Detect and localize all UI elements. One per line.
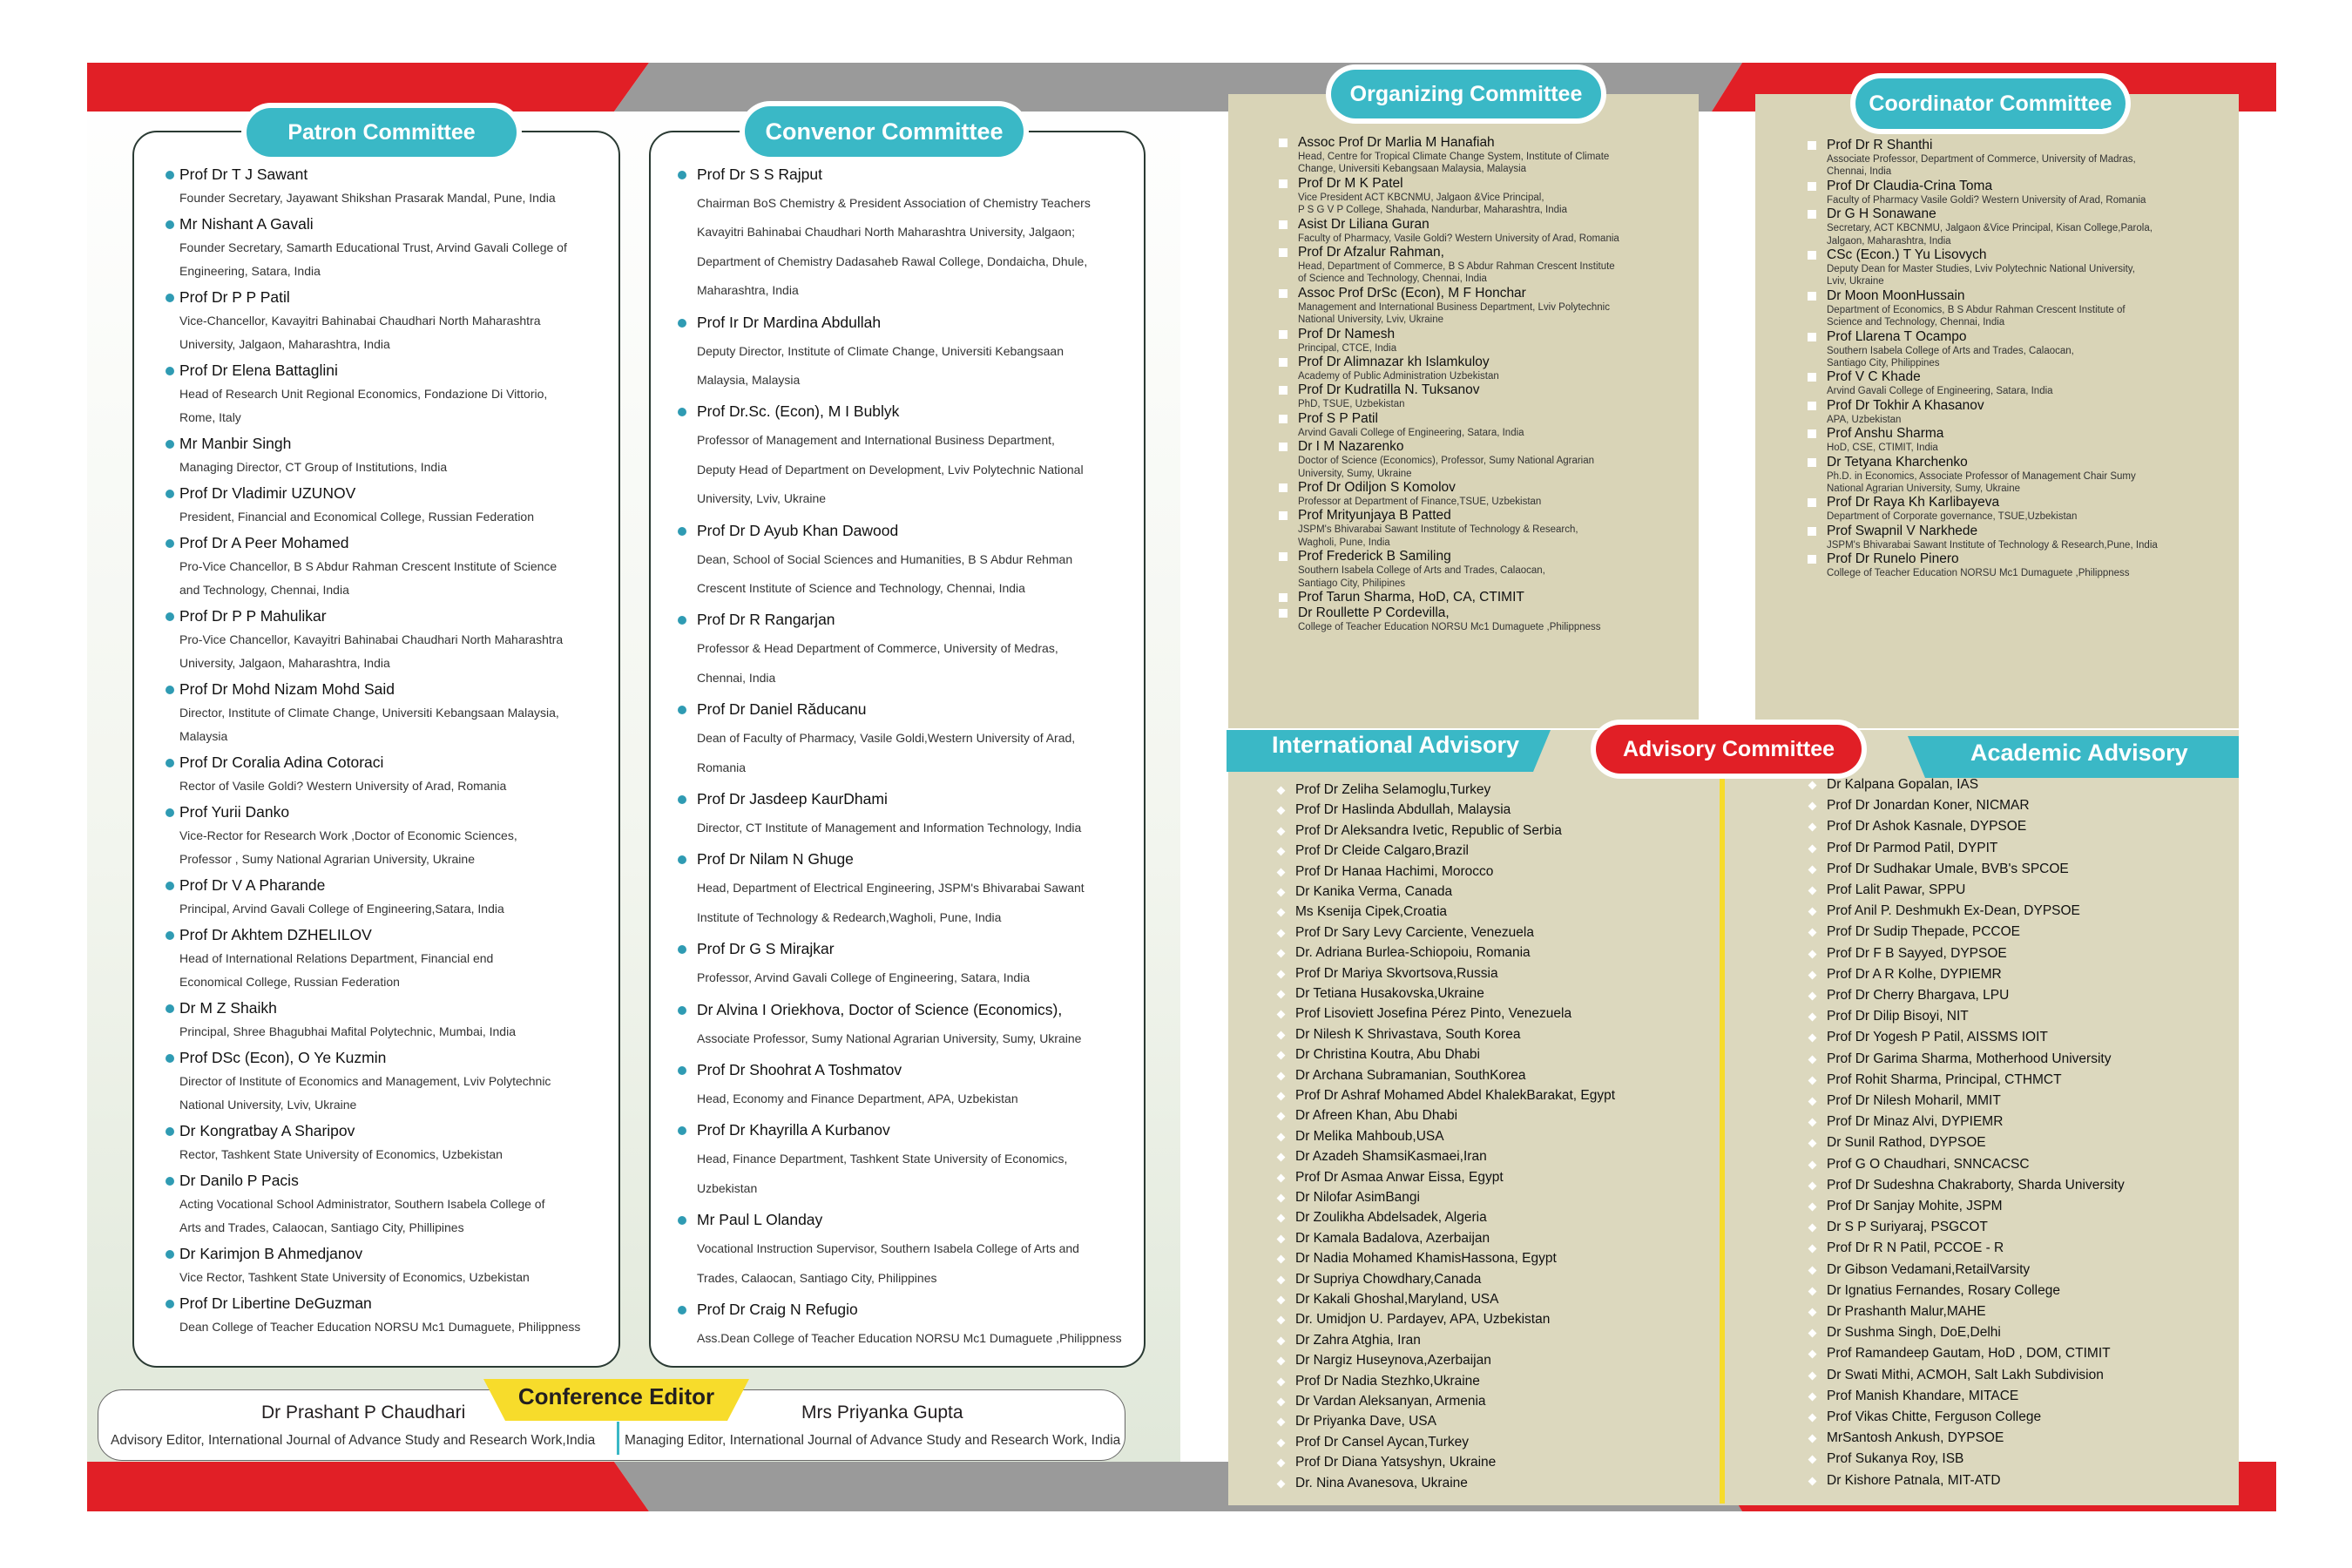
member-name: CSc (Econ.) T Yu Lisovych: [1827, 247, 1987, 262]
member-affiliation: Arvind Gavali College of Engineering, Satara, India: [1827, 386, 2053, 397]
bullet-icon: [1279, 358, 1288, 367]
advisor-name: Dr Nargiz Huseynova,Azerbaijan: [1295, 1353, 1491, 1369]
bullet-icon: [166, 759, 174, 767]
bullet-icon: [1279, 179, 1288, 188]
bullet-icon: [1808, 498, 1816, 507]
member-affiliation: Faculty of Pharmacy, Vasile Goldi? Western University of Arad, Romania: [1298, 233, 1619, 244]
advisor-name: Dr Sushma Singh, DoE,Delhi: [1827, 1325, 2001, 1341]
member-affiliation: JSPM's Bhivarabai Sawant Institute of Technology & Research,Pune, India: [1827, 539, 2158, 551]
bullet-icon: [166, 171, 174, 179]
patron-title: Patron Committee: [247, 108, 517, 157]
member-name: Dr M Z Shaikh: [179, 999, 277, 1017]
member-name: Prof Dr V A Pharande: [179, 876, 326, 894]
member-name: Prof Dr G S Mirajkar: [697, 940, 835, 958]
member-affiliation: Founder Secretary, Jayawant Shikshan Prasarak Mandal, Pune, India: [179, 191, 556, 205]
bullet-icon: [678, 171, 686, 179]
advisor-name: Dr Azadeh ShamsiKasmaei,Iran: [1295, 1149, 1487, 1165]
convenor-title: Convenor Committee: [745, 106, 1024, 157]
bullet-icon: [1808, 292, 1816, 301]
advisor-name: Dr Afreen Khan, Abu Dhabi: [1295, 1108, 1458, 1124]
advisor-name: Prof Dr R N Patil, PCCOE - R: [1827, 1240, 2004, 1256]
member-affiliation: PhD, TSUE, Uzbekistan: [1298, 399, 1405, 410]
member-name: Prof Dr Namesh: [1298, 326, 1396, 341]
bullet-icon: [1808, 429, 1816, 438]
advisor-name: Prof Dr Cherry Bhargava, LPU: [1827, 988, 2010, 1003]
member-affiliation: Professor , Sumy National Agrarian University, Ukraine: [179, 852, 475, 866]
member-affiliation: Romania: [697, 760, 747, 774]
member-affiliation: Dean, School of Social Sciences and Humanities, B S Abdur Rehman: [697, 551, 1073, 566]
member-name: Prof Dr Alimnazar kh Islamkuloy: [1298, 355, 1490, 369]
member-affiliation: Lviv, Ukraine: [1827, 276, 1884, 287]
bullet-icon: [678, 795, 686, 804]
member-affiliation: Pro-Vice Chancellor, Kavayitri Bahinabai Chaudhari North Maharashtra: [179, 632, 564, 646]
member-affiliation: Rome, Italy: [179, 410, 241, 424]
member-affiliation: Head, Department of Electrical Engineering, JSPM's Bhivarabai Sawant: [697, 881, 1085, 896]
member-affiliation: Professor of Management and International Business Department,: [697, 433, 1055, 448]
bullet-icon: [1808, 333, 1816, 341]
member-name: Prof Dr A Peer Mohamed: [179, 534, 349, 551]
advisor-name: Dr Sunil Rathod, DYPSOE: [1827, 1135, 1986, 1151]
advisor-name: Dr Priyanka Dave, USA: [1295, 1414, 1436, 1429]
member-name: Prof Dr Odiljon S Komolov: [1298, 480, 1456, 495]
advisor-name: Prof Dr Cansel Aycan,Turkey: [1295, 1434, 1469, 1450]
bullet-icon: [166, 1300, 174, 1308]
editor-left-name: Dr Prashant P Chaudhari: [261, 1402, 466, 1423]
advisory-committee-title: Advisory Committee: [1596, 725, 1862, 774]
member-affiliation: Deputy Dean for Master Studies, Lviv Polytechnic National University,: [1827, 264, 2135, 274]
advisor-name: Prof Dr Nilesh Moharil, MMIT: [1827, 1093, 2001, 1108]
member-name: Prof Dr Shoohrat A Toshmatov: [697, 1061, 902, 1078]
member-affiliation: Director of Institute of Economics and Management, Lviv Polytechnic: [179, 1074, 551, 1088]
member-affiliation: Vice-Chancellor, Kavayitri Bahinabai Chaudhari North Maharashtra: [179, 314, 541, 328]
member-affiliation: Head, Economy and Finance Department, APA, Uzbekistan: [697, 1092, 1018, 1105]
member-name: Prof Dr Akhtem DZHELILOV: [179, 926, 372, 943]
advisor-name: Prof Dr Minaz Alvi, DYPIEMR: [1827, 1114, 2004, 1130]
member-name: Prof Dr P P Mahulikar: [179, 607, 327, 625]
advisor-name: Prof Vikas Chitte, Ferguson College: [1827, 1409, 2042, 1424]
member-name: Dr Moon MoonHussain: [1827, 287, 1965, 303]
editor-right-name: Mrs Priyanka Gupta: [801, 1402, 963, 1423]
advisor-name: Prof Dr Sudip Thepade, PCCOE: [1827, 924, 2020, 940]
member-affiliation: Ass.Dean College of Teacher Education NORSU Mc1 Dumaguete ,Philippness: [697, 1331, 1122, 1345]
member-affiliation: Head of International Relations Department, Financial end: [179, 951, 494, 965]
member-affiliation: Dean of Faculty of Pharmacy, Vasile Goldi,Western University of Arad,: [697, 731, 1076, 746]
member-affiliation: National Agrarian University, Sumy, Ukraine: [1827, 483, 2020, 494]
member-name: Prof Dr Craig N Refugio: [697, 1301, 858, 1318]
bullet-icon: [1279, 289, 1288, 298]
advisor-name: Prof Dr Sudeshna Chakraborty, Sharda University: [1827, 1177, 2125, 1193]
member-name: Prof Dr.Sc. (Econ), M I Bublyk: [697, 402, 900, 421]
advisor-name: Dr Kishore Patnala, MIT-ATD: [1827, 1472, 2001, 1488]
member-affiliation: University, Jalgaon, Maharashtra, India: [179, 656, 390, 670]
member-affiliation: Head, Department of Commerce, B S Abdur Rahman Crescent Institute: [1298, 261, 1615, 272]
advisor-name: Dr Ignatius Fernandes, Rosary College: [1827, 1282, 2060, 1298]
member-name: Prof Dr Tokhir A Khasanov: [1827, 397, 1984, 413]
member-name: Prof Dr Claudia-Crina Toma: [1827, 178, 1993, 193]
advisor-name: Prof Dr Jonardan Koner, NICMAR: [1827, 798, 2030, 814]
bullet-icon: [1808, 458, 1816, 467]
bullet-icon: [1279, 483, 1288, 492]
member-affiliation: Rector, Tashkent State University of Economics, Uzbekistan: [179, 1147, 503, 1161]
member-affiliation: Professor at Department of Finance,TSUE, Uzbekistan: [1298, 497, 1542, 507]
advisor-name: Prof G O Chaudhari, SNNCACSC: [1827, 1156, 2030, 1172]
bullet-icon: [1279, 330, 1288, 339]
member-affiliation: College of Teacher Education NORSU Mc1 Dumaguete ,Philippness: [1827, 568, 2130, 579]
member-affiliation: Pro-Vice Chancellor, B S Abdur Rahman Crescent Institute of Science: [179, 559, 558, 573]
organizing-title: Organizing Committee: [1331, 70, 1601, 118]
bullet-icon: [166, 686, 174, 694]
advisor-name: Prof Dr Aleksandra Ivetic, Republic of Serbia: [1295, 822, 1562, 838]
member-name: Dr Karimjon B Ahmedjanov: [179, 1245, 363, 1262]
member-affiliation: Jalgaon, Maharashtra, India: [1827, 235, 1951, 247]
member-affiliation: Vice Rector, Tashkent State University of Economics, Uzbekistan: [179, 1270, 530, 1284]
advisor-name: Dr Christina Koutra, Abu Dhabi: [1295, 1047, 1480, 1063]
member-affiliation: Principal, Shree Bhagubhai Mafital Polytechnic, Mumbai, India: [179, 1024, 516, 1038]
advisor-name: Prof Dr Ashraf Mohamed Abdel KhalekBarakat, Egypt: [1295, 1088, 1616, 1103]
member-name: Prof Dr Elena Battaglini: [179, 362, 338, 379]
member-name: Prof Dr Afzalur Rahman,: [1298, 245, 1444, 260]
member-affiliation: Engineering, Satara, India: [179, 264, 321, 278]
advisor-name: Dr Nadia Mohamed KhamisHassona, Egypt: [1295, 1251, 1557, 1267]
member-affiliation: Professor, Arvind Gavali College of Engineering, Satara, India: [697, 970, 1031, 985]
advisor-name: Dr Gibson Vedamani,RetailVarsity: [1827, 1261, 2031, 1277]
advisor-name: Prof Dr Sary Levy Carciente, Venezuela: [1295, 924, 1534, 940]
member-name: Assoc Prof DrSc (Econ), M F Honchar: [1298, 285, 1526, 301]
member-name: Prof Dr Raya Kh Karlibayeva: [1827, 495, 2000, 510]
bullet-icon: [166, 931, 174, 940]
member-affiliation: Department of Economics, B S Abdur Rahman Crescent Institute of: [1827, 304, 2126, 315]
member-affiliation: Wagholi, Pune, India: [1298, 537, 1390, 548]
advisor-name: Prof Sukanya Roy, ISB: [1827, 1451, 1964, 1467]
bullet-icon: [1279, 220, 1288, 229]
advisor-name: Dr Kakali Ghoshal,Maryland, USA: [1295, 1292, 1499, 1307]
member-affiliation: Uzbekistan: [697, 1180, 758, 1195]
member-affiliation: Vice President ACT KBCNMU, Jalgaon &Vice Principal,: [1298, 192, 1544, 203]
member-affiliation: Change, Universiti Kebangsaan Malaysia, Malaysia: [1298, 164, 1527, 175]
bullet-icon: [1279, 415, 1288, 423]
member-affiliation: Department of Chemistry Dadasaheb Rawal College, Dondaicha, Dhule,: [697, 253, 1088, 268]
advisor-name: Prof Dr Asmaa Anwar Eissa, Egypt: [1295, 1169, 1504, 1185]
member-name: Mr Paul L Olanday: [697, 1211, 823, 1229]
member-name: Prof Yurii Danko: [179, 803, 290, 821]
member-name: Dr Kongratbay A Sharipov: [179, 1122, 355, 1139]
advisor-name: Prof Dr Diana Yatsyshyn, Ukraine: [1295, 1455, 1497, 1470]
member-affiliation: Management and International Business Department, Lviv Polytechnic: [1298, 301, 1610, 313]
member-affiliation: Chennai, India: [697, 670, 776, 685]
member-name: Prof Dr D Ayub Khan Dawood: [697, 521, 899, 539]
bullet-icon: [166, 490, 174, 498]
advisor-name: Prof Dr Hanaa Hachimi, Morocco: [1295, 863, 1494, 879]
member-affiliation: Deputy Director, Institute of Climate Change, Universiti Kebangsaan: [697, 343, 1064, 358]
bullet-icon: [1808, 210, 1816, 219]
editor-divider: [617, 1422, 619, 1455]
advisor-name: Prof Dr Sanjay Mohite, JSPM: [1827, 1199, 2003, 1213]
member-name: Prof Dr M K Patel: [1298, 175, 1403, 191]
international-advisory-title: International Advisory: [1272, 732, 1520, 758]
member-name: Prof Dr Daniel Răducanu: [697, 700, 867, 719]
academic-advisory-title: Academic Advisory: [1970, 740, 2188, 766]
member-name: Prof Dr Libertine DeGuzman: [179, 1294, 372, 1312]
editor-right-desc: Managing Editor, International Journal of Advance Study and Research Work, India: [625, 1433, 1121, 1448]
advisor-name: Dr Zahra Atghia, Iran: [1295, 1332, 1421, 1348]
advisor-name: Dr Melika Mahboub,USA: [1295, 1128, 1444, 1144]
bullet-icon: [1808, 402, 1816, 410]
member-affiliation: Institute of Technology & Redearch,Wagholi, Pune, India: [697, 909, 1002, 924]
member-name: Prof Dr Nilam N Ghuge: [697, 850, 854, 868]
member-affiliation: Southern Isabela College of Arts and Trades, Calaocan,: [1298, 565, 1545, 577]
editor-left-desc: Advisory Editor, International Journal of Advance Study and Research Work,India: [111, 1433, 596, 1448]
member-affiliation: and Technology, Chennai, India: [179, 583, 349, 597]
member-affiliation: Director, CT Institute of Management and Information Technology, India: [697, 821, 1082, 835]
member-name: Asist Dr Liliana Guran: [1298, 216, 1429, 232]
member-affiliation: Malaysia: [179, 729, 228, 743]
bullet-icon: [166, 1127, 174, 1136]
bullet-icon: [166, 440, 174, 449]
advisor-name: Prof Dr Haslinda Abdullah, Malaysia: [1295, 802, 1511, 818]
member-name: Prof Dr S S Rajput: [697, 166, 822, 183]
bullet-icon: [1279, 552, 1288, 561]
bullet-icon: [1808, 251, 1816, 260]
member-affiliation: Maharashtra, India: [697, 283, 799, 298]
advisor-name: Prof Dr Cleide Calgaro,Brazil: [1295, 843, 1469, 859]
member-affiliation: Ph.D. in Economics, Associate Professor of Management Chair Sumy: [1827, 470, 2136, 482]
member-affiliation: Associate Professor, Department of Commerce, University of Madras,: [1827, 154, 2136, 165]
advisor-name: Dr. Nina Avanesova, Ukraine: [1295, 1475, 1468, 1490]
bullet-icon: [1279, 139, 1288, 147]
bullet-icon: [1808, 141, 1816, 150]
advisor-name: Prof Manish Khandare, MITACE: [1827, 1388, 2019, 1403]
bullet-icon: [1808, 527, 1816, 536]
bullet-icon: [1808, 555, 1816, 564]
member-affiliation: Arvind Gavali College of Engineering, Satara, India: [1298, 427, 1524, 438]
advisor-name: Dr Kanika Verma, Canada: [1295, 884, 1453, 899]
bullet-icon: [166, 1177, 174, 1186]
member-name: Prof Dr Kudratilla N. Tuksanov: [1298, 382, 1480, 398]
advisor-name: Prof Dr F B Sayyed, DYPSOE: [1827, 945, 2007, 961]
member-name: Prof Dr R Shanthi: [1827, 138, 1933, 152]
member-name: Prof Swapnil V Narkhede: [1827, 523, 1978, 538]
member-affiliation: P S G V P College, Shahada, Nandurbar, Maharashtra, India: [1298, 205, 1567, 216]
member-name: Prof Frederick B Samiling: [1298, 549, 1451, 564]
bullet-icon: [166, 612, 174, 621]
advisor-name: Dr Nilesh K Shrivastava, South Korea: [1295, 1026, 1521, 1042]
member-name: Dr Roullette P Cordevilla,: [1298, 605, 1450, 620]
bullet-icon: [166, 220, 174, 229]
member-name: Prof Llarena T Ocampo: [1827, 328, 1967, 344]
advisor-name: Dr Tetiana Husakovska,Ukraine: [1295, 986, 1484, 1001]
member-name: Prof Ir Dr Mardina Abdullah: [697, 313, 882, 331]
member-affiliation: University, Sumy, Ukraine: [1298, 468, 1412, 479]
member-affiliation: Founder Secretary, Samarth Educational Trust, Arvind Gavali College of: [179, 240, 567, 254]
bullet-icon: [166, 367, 174, 375]
member-name: Prof Dr Mohd Nizam Mohd Said: [179, 680, 395, 698]
bullet-icon: [1279, 386, 1288, 395]
bullet-icon: [166, 1250, 174, 1259]
member-name: Prof Dr Runelo Pinero: [1827, 551, 1959, 567]
advisor-name: Dr Supriya Chowdhary,Canada: [1295, 1271, 1482, 1287]
member-affiliation: JSPM's Bhivarabai Sawant Institute of Technology & Research,: [1298, 524, 1578, 536]
member-affiliation: Chennai, India: [1827, 166, 1892, 178]
bullet-icon: [1279, 593, 1288, 602]
member-affiliation: Doctor of Science (Economics), Professor, Sumy National Agrarian: [1298, 456, 1595, 467]
member-affiliation: University, Jalgaon, Maharashtra, India: [179, 337, 390, 351]
member-affiliation: Principal, CTCE, India: [1298, 342, 1397, 354]
advisor-name: Dr Archana Subramanian, SouthKorea: [1295, 1067, 1526, 1083]
advisor-name: MrSantosh Ankush, DYPSOE: [1827, 1430, 2004, 1446]
advisor-name: Dr Kalpana Gopalan, IAS: [1827, 777, 1979, 792]
member-affiliation: Academy of Public Administration Uzbekistan: [1298, 371, 1499, 382]
advisor-name: Prof Ramandeep Gautam, HoD , DOM, CTIMIT: [1827, 1346, 2111, 1362]
member-affiliation: HoD, CSE, CTIMIT, India: [1827, 443, 1938, 454]
member-name: Dr Tetyana Kharchenko: [1827, 454, 1968, 470]
member-name: Prof Dr Jasdeep KaurDhami: [697, 790, 888, 808]
member-affiliation: Managing Director, CT Group of Institutions, India: [179, 460, 448, 474]
advisor-name: Prof Dr Sudhakar Umale, BVB's SPCOE: [1827, 861, 2069, 876]
member-affiliation: Trades, Calaocan, Santiago City, Philippines: [697, 1270, 937, 1285]
member-affiliation: Faculty of Pharmacy Vasile Goldi? Western University of Arad, Romania: [1827, 194, 2146, 206]
bullet-icon: [166, 1004, 174, 1013]
member-affiliation: Southern Isabela College of Arts and Trades, Calaocan,: [1827, 345, 2074, 356]
member-name: Dr I M Nazarenko: [1298, 439, 1404, 455]
advisor-name: Dr. Umidjon U. Pardayev, APA, Uzbekistan: [1295, 1312, 1551, 1328]
advisor-name: Dr Prashanth Malur,MAHE: [1827, 1304, 1986, 1319]
member-affiliation: National University, Lviv, Ukraine: [1298, 314, 1444, 326]
member-name: Prof V C Khade: [1827, 369, 1921, 385]
advisor-name: Prof Anil P. Deshmukh Ex-Dean, DYPSOE: [1827, 903, 2080, 919]
member-affiliation: of Science and Technology, Chennai, India: [1298, 274, 1487, 285]
bullet-icon: [678, 319, 686, 328]
advisor-name: Dr. Adriana Burlea-Schiopoiu, Romania: [1295, 945, 1531, 961]
bullet-icon: [1279, 609, 1288, 618]
member-affiliation: Rector of Vasile Goldi? Western University of Arad, Romania: [179, 779, 507, 793]
member-affiliation: Head of Research Unit Regional Economics, Fondazione Di Vittorio,: [179, 387, 548, 401]
coordinator-title: Coordinator Committee: [1855, 78, 2126, 129]
advisor-name: Dr S P Suriyaraj, PSGCOT: [1827, 1220, 1988, 1235]
bullet-icon: [166, 882, 174, 890]
bullet-icon: [1279, 248, 1288, 257]
member-affiliation: Head, Centre for Tropical Climate Change System, Institute of Climate: [1298, 152, 1610, 162]
advisor-name: Prof Lalit Pawar, SPPU: [1827, 882, 1966, 897]
member-affiliation: Deputy Head of Department on Development, Lviv Polytechnic National: [697, 462, 1084, 476]
advisor-name: Dr Nilofar AsimBangi: [1295, 1190, 1420, 1205]
bullet-icon: [166, 1054, 174, 1063]
editor-title: Conference Editor: [517, 1383, 715, 1409]
bullet-icon: [166, 808, 174, 817]
advisor-name: Dr Kamala Badalova, Azerbaijan: [1295, 1230, 1490, 1246]
member-name: Mr Manbir Singh: [179, 435, 292, 452]
advisor-name: Prof Dr Dilip Bisoyi, NIT: [1827, 1009, 1969, 1024]
member-affiliation: President, Financial and Economical College, Russian Federation: [179, 510, 534, 524]
member-affiliation: Crescent Institute of Science and Technology, Chennai, India: [697, 581, 1025, 595]
member-affiliation: National University, Lviv, Ukraine: [179, 1098, 357, 1112]
advisor-name: Dr Vardan Aleksanyan, Armenia: [1295, 1394, 1486, 1409]
advisor-name: Dr Swati Mithi, ACMOH, Salt Lakh Subdivision: [1827, 1367, 2104, 1382]
member-affiliation: APA, Uzbekistan: [1827, 414, 1902, 425]
member-affiliation: Professor & Head Department of Commerce, University of Medras,: [697, 641, 1058, 656]
member-affiliation: Dean College of Teacher Education NORSU Mc1 Dumaguete, Philippness: [179, 1320, 581, 1334]
advisor-name: Prof Dr Zeliha Selamoglu,Turkey: [1295, 782, 1491, 797]
member-name: Prof Dr Khayrilla A Kurbanov: [697, 1121, 890, 1139]
member-name: Prof Dr R Rangarjan: [697, 611, 835, 629]
advisor-name: Prof Lisoviett Josefina Pérez Pinto, Venezuela: [1295, 1006, 1572, 1022]
member-name: Prof DSc (Econ), O Ye Kuzmin: [179, 1049, 387, 1066]
member-affiliation: Kavayitri Bahinabai Chaudhari North Maharashtra University, Jalgaon;: [697, 225, 1075, 240]
advisor-name: Prof Dr Parmod Patil, DYPIT: [1827, 840, 1998, 855]
bullet-icon: [1279, 443, 1288, 451]
member-affiliation: Malaysia, Malaysia: [697, 373, 801, 387]
member-affiliation: University, Lviv, Ukraine: [697, 491, 827, 506]
member-affiliation: Associate Professor, Sumy National Agrarian University, Sumy, Ukraine: [697, 1031, 1082, 1045]
member-affiliation: College of Teacher Education NORSU Mc1 Dumaguete ,Philippness: [1298, 622, 1601, 632]
bullet-icon: [678, 1066, 686, 1075]
bullet-icon: [166, 539, 174, 548]
bullet-icon: [678, 1006, 686, 1015]
member-affiliation: Secretary, ACT KBCNMU, Jalgaon &Vice Principal, Kisan College,Parola,: [1827, 223, 2153, 234]
member-affiliation: Head, Finance Department, Tashkent State University of Economics,: [697, 1152, 1068, 1166]
member-name: Prof Dr T J Sawant: [179, 166, 308, 183]
member-name: Mr Nishant A Gavali: [179, 215, 314, 233]
member-name: Prof Tarun Sharma, HoD, CA, CTIMIT: [1298, 590, 1524, 605]
member-name: Prof Mrityunjaya B Patted: [1298, 508, 1451, 524]
member-name: Dr G H Sonawane: [1827, 206, 1936, 222]
member-name: Prof Anshu Sharma: [1827, 426, 1944, 442]
member-name: Dr Danilo P Pacis: [179, 1172, 299, 1189]
member-affiliation: Acting Vocational School Administrator, Southern Isabela College of: [179, 1197, 545, 1211]
member-affiliation: Santiago City, Philippines: [1827, 358, 1940, 368]
member-name: Prof Dr Vladimir UZUNOV: [179, 484, 356, 502]
advisor-name: Dr Zoulikha Abdelsadek, Algeria: [1295, 1210, 1487, 1226]
advisor-name: Prof Dr A R Kolhe, DYPIEMR: [1827, 966, 2002, 982]
member-affiliation: Director, Institute of Climate Change, Universiti Kebangsaan Malaysia,: [179, 706, 559, 720]
member-affiliation: Department of Corporate governance, TSUE,Uzbekistan: [1827, 511, 2078, 523]
member-name: Prof Dr P P Patil: [179, 288, 290, 306]
bullet-icon: [1808, 182, 1816, 191]
advisor-name: Prof Dr Garima Sharma, Motherhood University: [1827, 1051, 2112, 1066]
member-name: Dr Alvina I Oriekhova, Doctor of Science (Economics),: [697, 1000, 1063, 1018]
member-name: Prof S P Patil: [1298, 410, 1378, 426]
bullet-icon: [678, 1306, 686, 1315]
member-affiliation: Vice-Rector for Research Work ,Doctor of Economic Sciences,: [179, 828, 517, 842]
member-affiliation: Chairman BoS Chemistry & President Association of Chemistry Teachers: [697, 196, 1091, 210]
member-affiliation: Science and Technology, Chennai, India: [1827, 317, 2005, 328]
bullet-icon: [678, 527, 686, 536]
advisor-name: Prof Dr Ashok Kasnale, DYPSOE: [1827, 819, 2027, 835]
advisor-name: Prof Dr Yogesh P Patil, AISSMS IOIT: [1827, 1030, 2048, 1045]
advisor-name: Prof Rohit Sharma, Principal, CTHMCT: [1827, 1071, 2062, 1087]
advisor-name: Ms Ksenija Cipek,Croatia: [1295, 904, 1448, 920]
advisor-name: Prof Dr Nadia Stezhko,Ukraine: [1295, 1373, 1480, 1389]
bullet-icon: [166, 294, 174, 302]
member-affiliation: Santiago City, Philipines: [1298, 578, 1406, 589]
member-affiliation: Principal, Arvind Gavali College of Engineering,Satara, India: [179, 902, 504, 916]
advisor-name: Prof Dr Mariya Skvortsova,Russia: [1295, 965, 1498, 981]
member-name: Prof Dr Coralia Adina Cotoraci: [179, 754, 384, 771]
member-affiliation: Vocational Instruction Supervisor, Southern Isabela College of Arts and: [697, 1241, 1079, 1256]
member-affiliation: Economical College, Russian Federation: [179, 975, 400, 989]
bullet-icon: [1808, 373, 1816, 382]
member-affiliation: Arts and Trades, Calaocan, Santiago City, Phillipines: [179, 1220, 464, 1234]
member-name: Assoc Prof Dr Marlia M Hanafiah: [1298, 135, 1495, 150]
bullet-icon: [1279, 511, 1288, 520]
